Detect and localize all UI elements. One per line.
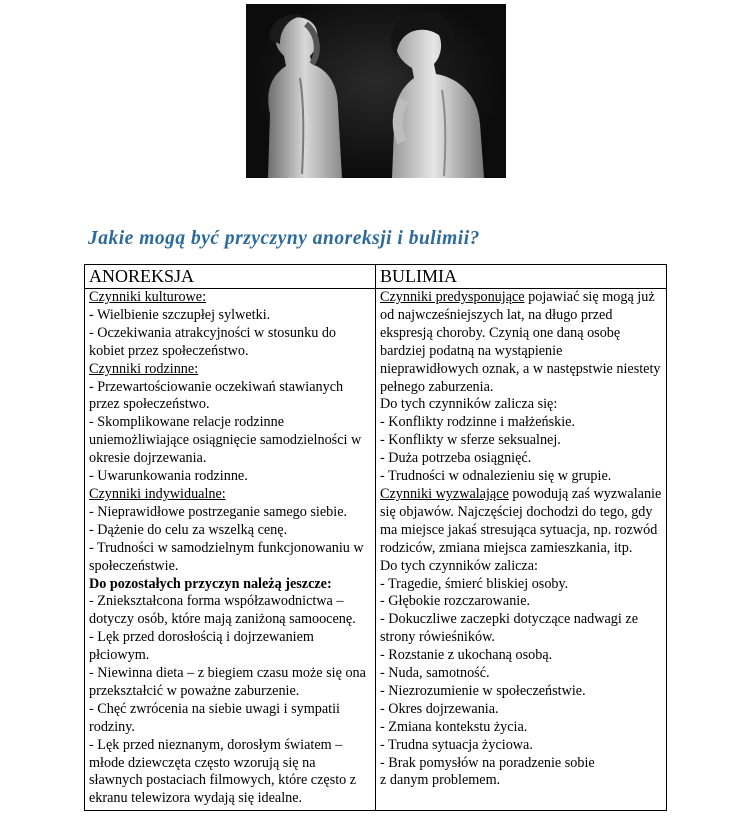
bulimia-line-text: - Duża potrzeba osiągnięć. [380, 450, 532, 467]
bulimia-line-lead: Czynniki wyzwalające [380, 485, 509, 502]
anoreksja-line-text: Czynniki kulturowe: [89, 289, 207, 305]
bulimia-cell [376, 289, 667, 811]
table-body-row [85, 289, 667, 811]
bulimia-line [380, 611, 662, 647]
bulimia-line [380, 414, 662, 432]
bulimia-line-text: - Brak pomysłów na poradzenie sobie [380, 754, 595, 771]
anoreksja-line [89, 379, 371, 415]
bulimia-line-text: - Niezrozumienie w społeczeństwie. [380, 682, 586, 699]
bulimia-line-text: - Konflikty rodzinne i małżeńskie. [380, 414, 576, 431]
bulimia-line [380, 665, 662, 683]
bulimia-line [380, 647, 662, 665]
anoreksja-line-text: - Wielbienie szczupłej sylwetki. [89, 306, 271, 323]
bulimia-line [380, 558, 662, 576]
bulimia-line-text: Do tych czynników zalicza się: [380, 396, 558, 413]
anoreksja-line [89, 361, 371, 379]
anoreksja-line-text: - Niewinna dieta – z biegiem czasu może się ona przekształcić w poważne zaburzenie. [89, 665, 366, 699]
anoreksja-line-text: - Zniekształcona forma współzawodnictwa – dotyczy osób, które mają zaniżoną samoocenę. [89, 593, 356, 628]
page-heading: Jakie mogą być przyczyny anoreksji i bulimii? [88, 228, 480, 249]
causes-table [84, 264, 667, 811]
bulimia-line-text: - Tragedie, śmierć bliskiej osoby. [380, 575, 569, 592]
anoreksja-line [89, 289, 371, 307]
bulimia-line [380, 468, 662, 486]
anoreksja-line [89, 701, 371, 737]
anoreksja-line [89, 593, 371, 629]
bulimia-line-text: - Głębokie rozczarowanie. [380, 593, 531, 610]
anoreksja-line-text: - Lęk przed nieznanym, dorosłym światem – młode dziewczęta często wzorują się na sławnych postaciach filmowych, które często z ekranu telewizora wydają się idealne. [89, 736, 357, 807]
anoreksja-line [89, 576, 371, 594]
bulimia-line [380, 432, 662, 450]
bulimia-line-text: - Konflikty w sferze seksualnej. [380, 432, 561, 449]
bulimia-line [380, 701, 662, 719]
bulimia-line-text: - Dokuczliwe zaczepki dotyczące nadwagi ze strony rówieśników. [380, 611, 638, 646]
bulimia-line [380, 576, 662, 594]
anoreksja-line-text: - Przewartościowanie oczekiwań stawianych przez społeczeństwo. [89, 378, 344, 413]
anoreksja-line [89, 665, 371, 701]
anoreksja-line [89, 486, 371, 504]
bulimia-line-text: pojawiać się mogą już od najwcześniejszych lat, na długo przed ekspresją choroby. Czynią one daną osobę bardziej podatną na wystąpienie nieprawidłowych oznak, a w następstwie niestety pełnego zaburzenia. [380, 289, 661, 395]
anoreksja-line-text: - Oczekiwania atrakcyjności w stosunku do kobiet przez społeczeństwo. [89, 324, 337, 359]
anoreksja-line-text: Czynniki rodzinne: [89, 360, 199, 377]
anoreksja-line [89, 504, 371, 522]
anoreksja-line-text: - Trudności w samodzielnym funkcjonowaniu w społeczeństwie. [89, 539, 364, 574]
bulimia-line [380, 593, 662, 611]
bulimia-line [380, 289, 662, 396]
bulimia-line [380, 772, 662, 790]
anoreksja-line-text: - Dążenie do celu za wszelką cenę. [89, 521, 288, 538]
bulimia-line-text: z danym problemem. [380, 772, 501, 789]
anoreksja-line [89, 629, 371, 665]
anoreksja-line [89, 307, 371, 325]
bulimia-line [380, 396, 662, 414]
bulimia-line [380, 450, 662, 468]
anoreksja-line-text: - Uwarunkowania rodzinne. [89, 468, 248, 485]
bulimia-line-text: powodują zaś wyzwalanie się objawów. Najczęściej dochodzi do tego, gdy ma miejsce jakaś stresująca sytuacja, np. rozwód rodziców, zmiana miejsca zamieszkania, itp. [380, 485, 662, 556]
bulimia-line-text: - Trudna sytuacja życiowa. [380, 736, 533, 753]
photo-illustration [246, 4, 506, 178]
bulimia-line [380, 486, 662, 558]
anoreksja-line-text: Czynniki indywidualne: [89, 485, 226, 502]
table-header-row [85, 265, 667, 289]
anoreksja-line [89, 540, 371, 576]
column-header-bulimia: BULIMIA [376, 265, 667, 289]
anoreksja-line-text: - Skomplikowane relacje rodzinne uniemożliwiające osiągnięcie samodzielności w okresie dojrzewania. [89, 414, 362, 467]
anoreksja-line [89, 414, 371, 468]
bulimia-line [380, 719, 662, 737]
bulimia-line-text: - Okres dojrzewania. [380, 700, 499, 717]
bulimia-line [380, 683, 662, 701]
anoreksja-line [89, 737, 371, 809]
anoreksja-line-text: - Lęk przed dorosłością i dojrzewaniem płciowym. [89, 629, 314, 664]
anoreksja-line [89, 468, 371, 486]
bulimia-line-lead: Czynniki predysponujące [380, 289, 525, 305]
header-photo [246, 4, 506, 178]
bulimia-line-text: - Rozstanie z ukochaną osobą. [380, 647, 553, 664]
bulimia-line [380, 737, 662, 755]
bulimia-line-text: - Zmiana kontekstu życia. [380, 718, 528, 735]
anoreksja-line-text: - Chęć zwrócenia na siebie uwagi i sympatii rodziny. [89, 700, 340, 735]
bulimia-line-text: - Trudności w odnalezieniu się w grupie. [380, 468, 612, 485]
bulimia-text [380, 289, 662, 790]
anoreksja-line-text: Do pozostałych przyczyn należą jeszcze: [89, 575, 332, 592]
anoreksja-cell [85, 289, 376, 811]
bulimia-line [380, 755, 662, 773]
column-header-anoreksja: ANOREKSJA [85, 265, 376, 289]
anoreksja-line [89, 522, 371, 540]
bulimia-line-text: Do tych czynników zalicza: [380, 557, 538, 574]
anoreksja-text [89, 289, 371, 808]
anoreksja-line [89, 325, 371, 361]
anoreksja-line-text: - Nieprawidłowe postrzeganie samego siebie. [89, 503, 348, 520]
bulimia-line-text: - Nuda, samotność. [380, 665, 490, 682]
